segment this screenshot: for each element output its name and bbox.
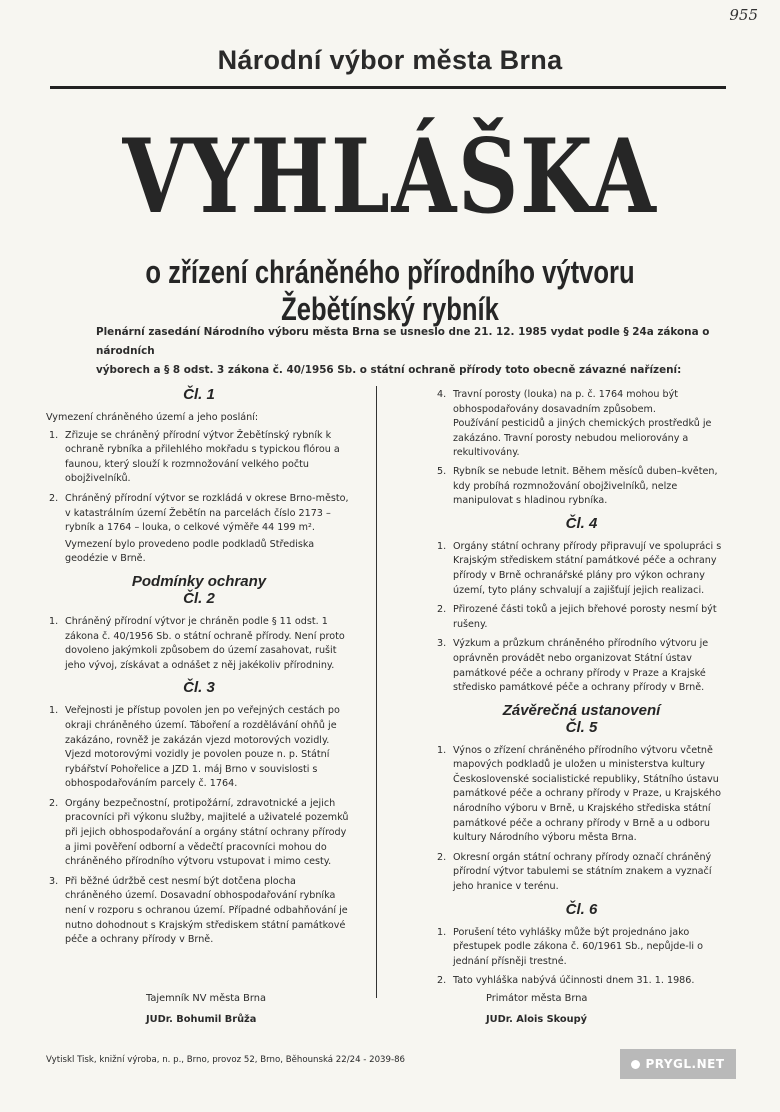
list-item	[434, 540, 729, 598]
item-number: 5.	[437, 465, 447, 477]
item-text: Porušení této vyhlášky může být projednáno jako přestupek podle zákona č. 60/1961 Sb., nepůjde-li o jednání přísněji trestné.	[453, 926, 703, 967]
item-number: 2.	[49, 797, 59, 809]
page-subtitle: o zřízení chráněného přírodního výtvoru Žebětínský rybník	[145, 254, 635, 327]
item-text: Chráněný přírodní výtvor se rozkládá v okrese Brno-město, v katastrálním území Žebětín na parcelách číslo 2173 – rybník a 1764 – louka, o celkové výměře 44 199 m².	[65, 492, 349, 534]
item-number: 3.	[49, 875, 59, 887]
article-3-continued-list-2	[434, 465, 729, 509]
article-1-list	[46, 429, 352, 536]
item-text: Zřizuje se chráněný přírodní výtvor Žebětínský rybník k ochraně rybníka a přilehlého mokřadu s typickou flórou a faunou, který slouží k rozmnožování velkého počtu obojživelníků.	[65, 429, 340, 485]
signatory-role: Primátor města Brna	[486, 993, 588, 1004]
preamble	[96, 323, 716, 380]
watermark-logo-icon	[631, 1060, 640, 1069]
article-3-list	[46, 704, 352, 948]
item-number: 1.	[49, 615, 59, 627]
article-1-heading: Čl. 1	[183, 386, 215, 403]
preamble-line-1: Plenární zasedání Národního výboru města Brna se usneslo dne 21. 12. 1985 vydat podle § 24a zákona o národních	[96, 326, 710, 357]
article-3-continued-list	[434, 388, 729, 417]
item-text: Okresní orgán státní ochrany přírody označí chráněný přírodní výtvor tabulemi se státním znakem a vyznačí jeho hranice v terénu.	[453, 851, 712, 893]
article-5-heading: Čl. 5	[565, 718, 598, 736]
item-text: Travní porosty (louka) na p. č. 1764 mohou být obhospodařovány dosavadním způsobem.	[453, 389, 679, 415]
item-text: Orgány státní ochrany přírody připravují ve spolupráci s Krajským střediskem státní památkové péče a ochrany přírody v Brně ochranářské plány pro výkon ochrany území, tyto plány schvalují a zajišťují jejich realizaci.	[453, 540, 722, 596]
watermark-text: PRYGL.NET	[645, 1057, 725, 1071]
list-item	[46, 704, 352, 792]
article-5-list	[434, 744, 729, 895]
item-text: Při běžné údržbě cest nesmí být dotčena plocha chráněného území. Dosavadní obhospodařování rybníka není v rozporu s ochranou území. Případné odbahňování je nutno dohodnout s Krajským střediskem státní památkové péče a ochrany přírody v Brně.	[65, 875, 348, 946]
article-4-list	[434, 540, 729, 696]
item-number: 3.	[437, 638, 447, 650]
item-text: Výzkum a průzkum chráněného přírodního výtvoru je oprávněn provádět nebo organizovat Státní ústav památkové péče a ochrany přírody v Praze a Krajské středisko památkové péče a ochrany přírody v Brně.	[453, 638, 709, 694]
item-number: 1.	[437, 540, 447, 552]
item-number: 1.	[437, 926, 447, 938]
item-text: Tato vyhláška nabývá účinnosti dnem 31. 1. 1986.	[453, 975, 695, 987]
item-number: 2.	[437, 975, 447, 987]
article-2-list	[46, 615, 352, 673]
item-number: 1.	[49, 705, 59, 717]
signature-left	[146, 988, 266, 1030]
article-2-subheading: Podmínky ochrany	[131, 572, 267, 590]
right-column	[434, 388, 729, 994]
article-1-note: Vymezení bylo provedeno podle podkladů Střediska geodézie v Brně.	[65, 538, 315, 565]
article-1-intro: Vymezení chráněného území a jeho poslání:	[46, 412, 259, 423]
article-5-subheading: Závěrečná ustanovení	[502, 701, 661, 719]
item-number: 1.	[49, 429, 59, 441]
item-number: 2.	[437, 604, 447, 616]
list-item	[46, 429, 352, 487]
list-item	[434, 974, 729, 989]
list-item	[46, 492, 352, 536]
page-title: VYHLÁŠKA	[122, 117, 658, 237]
article-3-heading: Čl. 3	[183, 679, 215, 697]
list-item	[434, 637, 729, 695]
item-number: 2.	[437, 851, 447, 863]
list-item	[46, 797, 352, 870]
issuer-heading: Národní výbor města Brna	[217, 45, 563, 75]
item-text: Chráněný přírodní výtvor je chráněn podle § 11 odst. 1 zákona č. 40/1956 Sb. o státní ochraně přírody. Není proto dovoleno jakýmkoli způsobem do území zasahovat, rušit jeho vývoj, získávat a odnášet z něj jakékoliv přírodniny.	[65, 615, 345, 671]
signatory-name: JUDr. Alois Skoupý	[486, 1014, 587, 1025]
article-4-heading: Čl. 4	[565, 514, 598, 532]
article-2-heading: Čl. 2	[183, 589, 215, 607]
list-item	[434, 851, 729, 895]
handwritten-number: 955	[729, 6, 758, 24]
item-text: Orgány bezpečnostní, protipožární, zdravotnické a jejich pracovníci při výkonu služby, majitelé a uživatelé pozemků při jejich obhospodařování a orgány státní ochrany přírody a jimi pověření odborní a vědečtí pracovníci mohou do chráněného přírodního výtvoru vstupovat i mimo cesty.	[65, 797, 349, 868]
list-item	[434, 926, 729, 970]
item-4-note: Používání pesticidů a jiných chemických prostředků je zakázáno. Travní porosty nebudou meliorovány a rekultivovány.	[453, 418, 712, 459]
signature-right	[486, 988, 587, 1030]
preamble-line-2: výborech a § 8 odst. 3 zákona č. 40/1956 Sb. o státní ochraně přírody toto obecně závazné nařízení:	[96, 364, 682, 376]
article-6-list	[434, 926, 729, 989]
article-6-heading: Čl. 6	[565, 900, 598, 918]
signatory-role: Tajemník NV města Brna	[146, 993, 266, 1004]
list-item	[434, 744, 729, 846]
signatory-name: JUDr. Bohumil Brůža	[146, 1014, 257, 1025]
list-item	[434, 603, 729, 632]
list-item	[46, 615, 352, 673]
item-text: Přirozené části toků a jejich břehové porosty nesmí být rušeny.	[453, 604, 717, 630]
list-item	[434, 388, 729, 417]
left-column	[46, 380, 352, 953]
item-number: 2.	[49, 492, 59, 504]
item-number: 4.	[437, 389, 447, 400]
header-rule	[50, 86, 726, 89]
list-item	[46, 875, 352, 948]
item-text: Rybník se nebude letnit. Během měsíců duben–květen, kdy probíhá rozmnožování obojživelníků, nelze manipulovat s hladinou rybníka.	[453, 465, 718, 507]
list-item	[434, 465, 729, 509]
watermark	[620, 1049, 736, 1079]
item-text: Veřejnosti je přístup povolen jen po veřejných cestách po okraji chráněného území. Táboření a rozdělávání ohňů je zakázáno, rovněž je zakázán vjezd motorových vozidly. Vjezd motorovými vozidly je povolen pouze n. p. Státní rybářství Pohořelice a JZD 1. máj Brno v souvislosti s obhospodařováním parcely č. 1764.	[65, 705, 340, 790]
item-number: 1.	[437, 744, 447, 756]
column-divider	[376, 386, 377, 998]
item-text: Výnos o zřízení chráněného přírodního výtvoru včetně mapových podkladů je uložen u ministerstva kultury Československé socialistické republiky, Státního ústavu památkové péče a ochrany přírody v Praze, u Krajského národního výboru v Brně, u Krajského střediska státní památkové péče a ochrany přírody v Brně a u odboru kultury Národního výboru města Brna.	[453, 744, 721, 844]
printer-imprint: Vytiskl Tisk, knižní výroba, n. p., Brno, provoz 52, Brno, Běhounská 22/24 - 2039-86	[46, 1055, 406, 1065]
